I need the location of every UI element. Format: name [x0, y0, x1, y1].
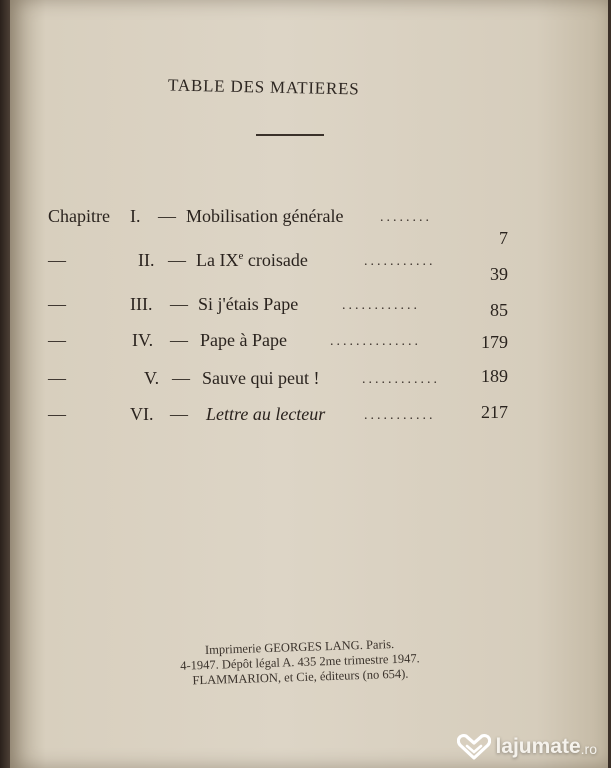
- heart-hands-icon: [457, 734, 491, 760]
- toc-prefix: —: [48, 294, 66, 314]
- toc-prefix: —: [48, 250, 66, 270]
- imprint-legal-deposit: 4-1947. Dépôt légal A. 435 2me trimestre 1947.: [180, 651, 420, 673]
- toc-page-number: 39: [490, 264, 508, 284]
- toc-numeral: IV.: [132, 330, 154, 350]
- toc-separator: —: [168, 250, 186, 270]
- toc-title: Sauve qui peut !: [202, 368, 320, 388]
- watermark-brand: lajumate: [495, 735, 581, 758]
- toc-numeral: V.: [144, 368, 160, 388]
- toc-numeral: III.: [130, 294, 153, 314]
- toc-row-4: [46, 328, 508, 354]
- toc-page-number: 217: [481, 402, 508, 422]
- toc-row-3: [46, 292, 508, 318]
- toc-page-number: 179: [481, 332, 508, 352]
- toc-leader: ...........: [364, 408, 436, 423]
- toc-prefix: Chapitre: [48, 206, 110, 226]
- imprint-publisher: FLAMMARION, et Cie, éditeurs (no 654).: [192, 666, 409, 688]
- toc-prefix: —: [48, 368, 66, 388]
- watermark-tld: .ro: [580, 741, 597, 757]
- toc-leader: ........: [380, 210, 432, 225]
- toc-page-number: 189: [481, 366, 508, 386]
- toc-title: Pape à Pape: [200, 330, 287, 350]
- toc-leader: ..............: [330, 334, 421, 349]
- toc-row-5: [46, 366, 508, 392]
- toc-separator: —: [170, 294, 188, 314]
- page-title: TABLE DES MATIERES: [167, 75, 360, 99]
- toc-numeral: II.: [138, 250, 155, 270]
- printer-imprint: [134, 635, 465, 690]
- toc-title: Si j'étais Pape: [198, 294, 299, 314]
- toc-prefix: —: [48, 330, 66, 350]
- toc-page-number: 7: [499, 228, 508, 248]
- toc-leader: ............: [362, 372, 440, 387]
- toc-row-6: [46, 402, 508, 428]
- toc-separator: —: [172, 368, 190, 388]
- toc-title: Lettre au lecteur: [206, 404, 326, 424]
- toc-separator: —: [158, 206, 176, 226]
- toc-prefix: —: [48, 404, 66, 424]
- site-watermark: [457, 734, 597, 760]
- toc-numeral: I.: [130, 206, 141, 226]
- toc-page-number: 85: [490, 300, 508, 320]
- toc-separator: —: [170, 330, 188, 350]
- toc-leader: ...........: [364, 254, 436, 269]
- toc-separator: —: [170, 404, 188, 424]
- toc-title: La IXe croisade: [196, 250, 308, 270]
- toc-leader: ............: [342, 298, 420, 313]
- title-rule: [256, 134, 324, 136]
- toc-title: Mobilisation générale: [186, 206, 344, 226]
- toc-row-1: [46, 204, 508, 248]
- book-page: [10, 0, 608, 768]
- toc-row-2: [46, 248, 508, 284]
- imprint-printer: Imprimerie GEORGES LANG. Paris.: [204, 637, 395, 657]
- toc-numeral: VI.: [130, 404, 154, 424]
